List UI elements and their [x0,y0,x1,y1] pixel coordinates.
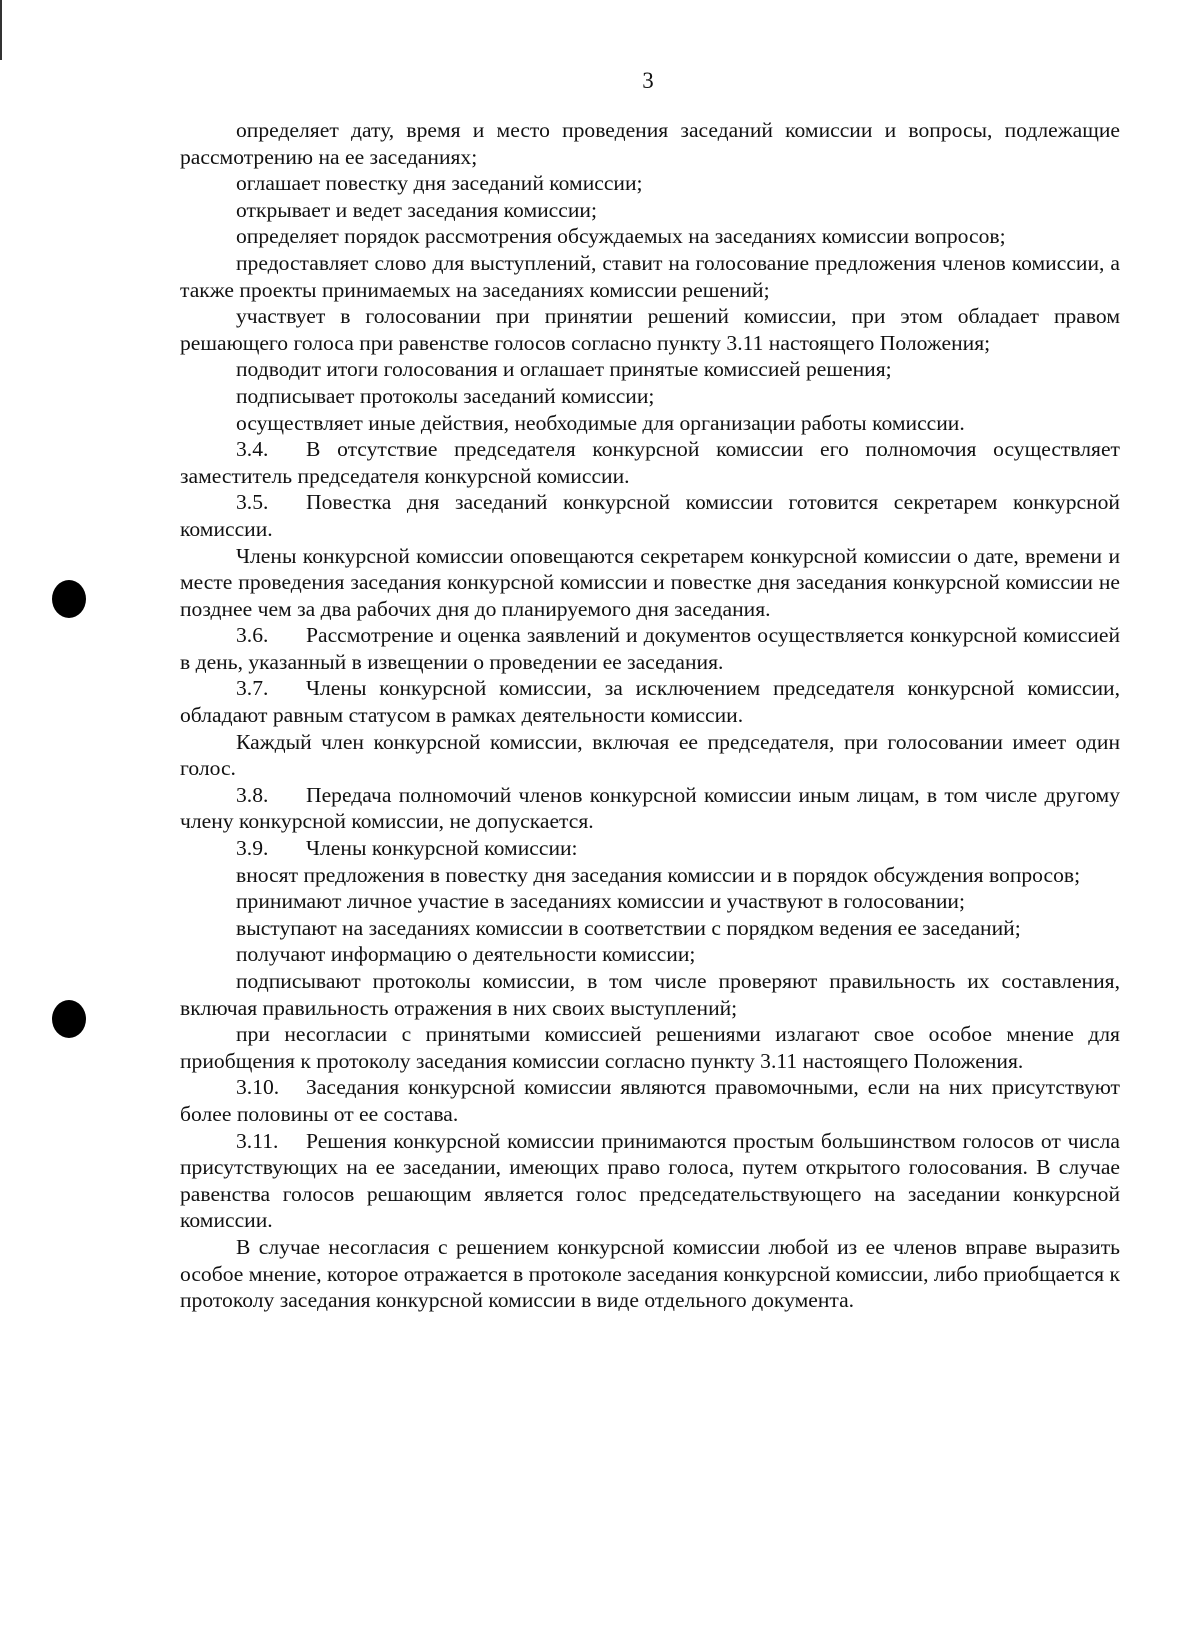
numbered-paragraph [180,622,1120,675]
paragraph-number: 3.9. [236,836,269,861]
paragraph-text: получают информацию о деятельности комиссии; [236,942,696,967]
paragraph-text: подписывают протоколы комиссии, в том числе проверяют правильность их составления, включая правильность отражения в них своих выступлений; [180,969,1120,1020]
paragraph-text: Решения конкурсной комиссии принимаются простым большинством голосов от числа присутствующих на ее заседании, имеющих право голоса, путем открытого голосования. В случае равенства голосов решающим является голос председательствующего на заседании конкурсной комиссии. [180,1128,1120,1233]
paragraph [180,941,1120,968]
paragraph-text: определяет порядок рассмотрения обсуждаемых на заседаниях комиссии вопросов; [236,224,1006,249]
paragraph [180,250,1120,303]
numbered-paragraph [180,835,1120,862]
paragraph-text: при несогласии с принятыми комиссией решениями излагают свое особое мнение для приобщения к протоколу заседания комиссии согласно пункту 3.11 настоящего Положения. [180,1022,1120,1073]
paragraph [180,888,1120,915]
paragraph [180,543,1120,623]
paragraph-text: Рассмотрение и оценка заявлений и документов осуществляется конкурсной комиссией в день, указанный в извещении о проведении ее заседания. [180,623,1120,674]
paragraph [180,170,1120,197]
paragraph-text: В случае несогласия с решением конкурсной комиссии любой из ее членов вправе выразить особое мнение, которое отражается в протоколе заседания конкурсной комиссии, либо приобщается к протоколу заседания конкурсной комиссии в виде отдельного документа. [180,1234,1120,1313]
paragraph-number: 3.10. [236,1075,280,1100]
numbered-paragraph [180,782,1120,835]
punch-hole-upper [52,580,86,618]
paragraph-text: оглашает повестку дня заседаний комиссии; [236,171,643,196]
paragraph-text: Каждый член конкурсной комиссии, включая ее председателя, при голосовании имеет один голос. [180,729,1120,781]
paragraph-text: вносят предложения в повестку дня заседания комиссии и в порядок обсуждения вопросов; [236,862,1081,887]
paragraph [180,117,1120,170]
paragraph-number: 3.6. [236,623,269,648]
paragraph [180,729,1120,782]
paragraph-text: Передача полномочий членов конкурсной комиссии иным лицам, в том числе другому члену конкурсной комиссии, не допускается. [180,782,1120,834]
paragraph-text: определяет дату, время и место проведения заседаний комиссии и вопросы, подлежащие рассмотрению на ее заседаниях; [180,118,1120,169]
document-body [180,117,1120,1314]
paragraph-number: 3.11. [236,1128,279,1153]
paragraph [180,410,1120,437]
paragraph [180,915,1120,942]
paragraph-text: предоставляет слово для выступлений, ставит на голосование предложения членов комиссии, а также проекты принимаемых на заседаниях комиссии решений; [180,250,1120,302]
paragraph [180,862,1120,889]
paragraph-text: участвует в голосовании при принятии решений комиссии, при этом обладает правом решающего голоса при равенстве голосов согласно пункту 3.11 настоящего Положения; [180,304,1120,355]
paragraph-text: осуществляет иные действия, необходимые для организации работы комиссии. [236,410,965,435]
paragraph-text: Повестка дня заседаний конкурсной комиссии готовится секретарем конкурсной комиссии. [180,490,1120,541]
numbered-paragraph [180,436,1120,489]
paragraph-text: открывает и ведет заседания комиссии; [236,197,597,222]
numbered-paragraph [180,675,1120,728]
numbered-paragraph [180,489,1120,542]
paragraph-text: Члены конкурсной комиссии: [306,836,578,861]
numbered-paragraph [180,1074,1120,1127]
paragraph-number: 3.7. [236,676,269,701]
paragraph [180,968,1120,1021]
numbered-paragraph [180,1128,1120,1234]
paragraph-text: выступают на заседаниях комиссии в соответствии с порядком ведения ее заседаний; [236,915,1021,940]
paragraph [180,383,1120,410]
paragraph-number: 3.8. [236,782,269,807]
paragraph-text: подписывает протоколы заседаний комиссии; [236,383,655,408]
paragraph-number: 3.5. [236,490,269,515]
paragraph-text: Заседания конкурсной комиссии являются правомочными, если на них присутствуют более половины от ее состава. [180,1075,1120,1126]
punch-hole-lower [52,1000,86,1038]
paragraph [180,1021,1120,1074]
paragraph [180,223,1120,250]
paragraph-text: подводит итоги голосования и оглашает принятые комиссией решения; [236,357,892,382]
page-number: 3 [642,68,654,93]
paragraph-text: Члены конкурсной комиссии оповещаются секретарем конкурсной комиссии о дате, времени и месте проведения заседания конкурсной комиссии и повестке дня заседания конкурсной комиссии не позднее чем за два рабочих дня до планируемого дня заседания. [180,543,1120,621]
paragraph [180,197,1120,224]
paragraph [180,303,1120,356]
paragraph-text: принимают личное участие в заседаниях комиссии и участвуют в голосовании; [236,889,965,914]
paragraph [180,1234,1120,1314]
paragraph-text: В отсутствие председателя конкурсной комиссии его полномочия осуществляет заместитель председателя конкурсной комиссии. [180,437,1120,488]
paragraph-number: 3.4. [236,437,269,462]
paragraph-text: Члены конкурсной комиссии, за исключением председателя конкурсной комиссии, обладают равным статусом в рамках деятельности комиссии. [180,676,1120,728]
scan-edge-mark [0,0,2,60]
paragraph [180,356,1120,383]
